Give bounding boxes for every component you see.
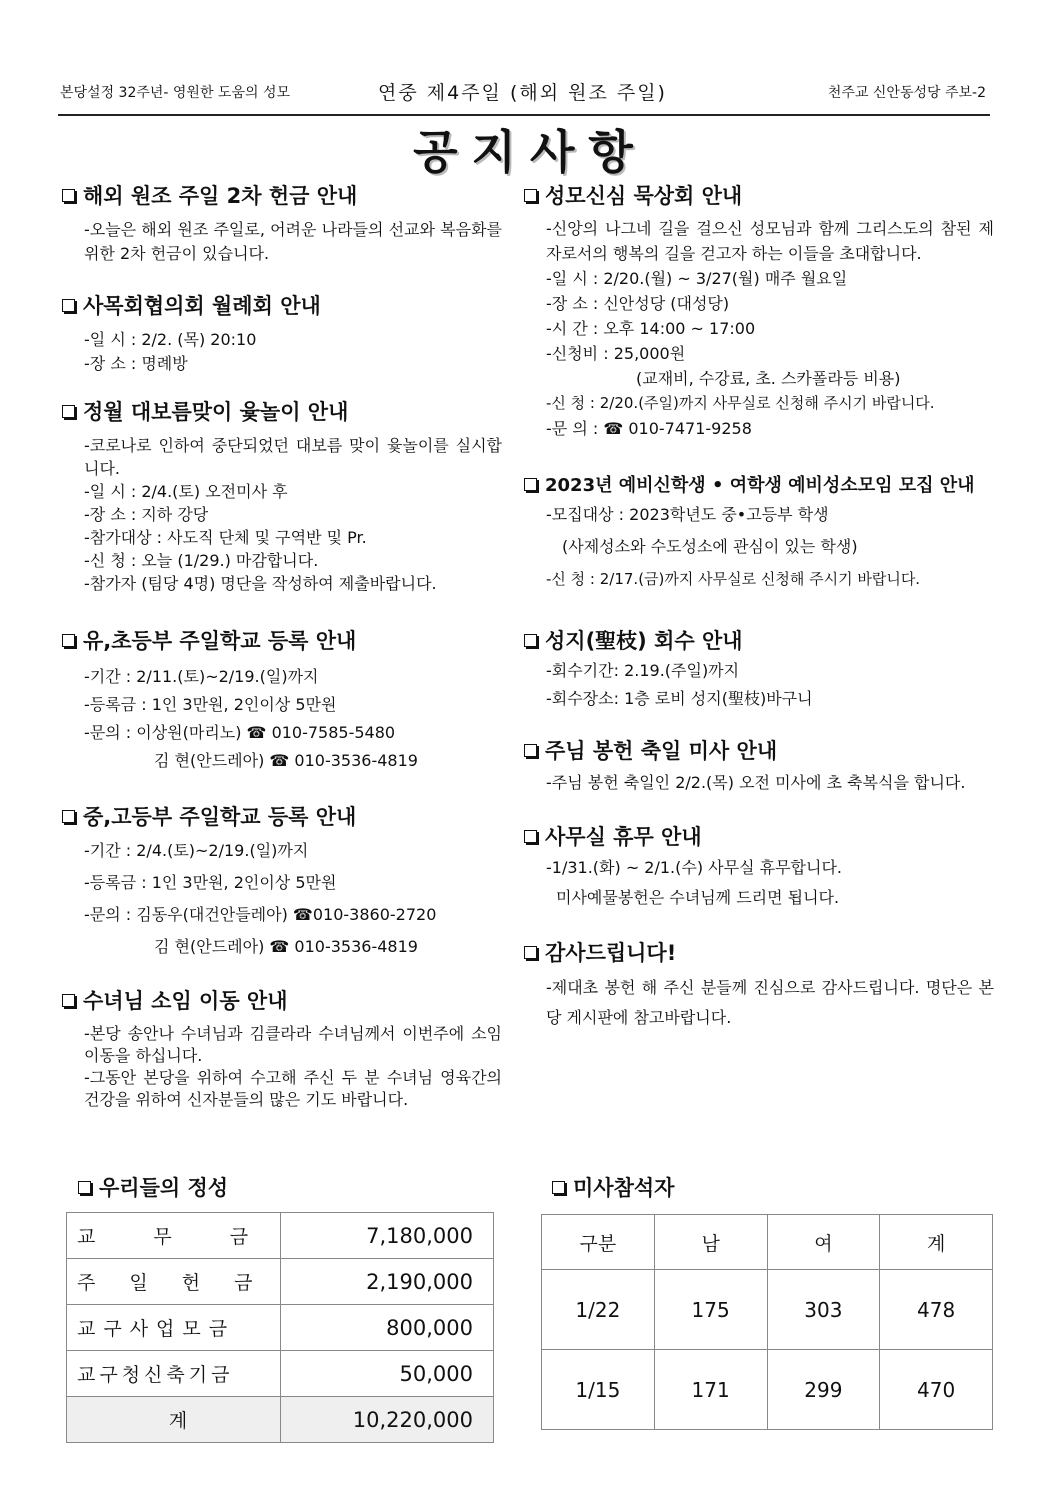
row-value: 800,000 [281, 1305, 494, 1351]
row-label: 주 일 헌 금 [67, 1259, 281, 1305]
checkbox-icon [524, 744, 537, 757]
notice-line: -모집대상 : 2023학년도 중•고등부 학생 [546, 505, 829, 524]
row-label: 교 무 금 [67, 1213, 281, 1259]
attendance-table [541, 1214, 993, 1430]
notice-line: -참가자 (팀당 4명) 명단을 작성하여 제출바랍니다. [84, 574, 437, 593]
checkbox-icon [62, 810, 75, 823]
section-title: 감사드립니다! [545, 941, 677, 965]
table-row [67, 1259, 494, 1305]
notice-presentation-mass [524, 735, 994, 797]
column-header: 여 [767, 1215, 880, 1270]
column-header: 남 [654, 1215, 767, 1270]
section-title: 유,초등부 주일학교 등록 안내 [83, 629, 357, 653]
header-center: 연중 제4주일 (해외 원조 주일) [378, 82, 667, 104]
notice-highschool-school [62, 801, 502, 963]
offering-title [78, 1172, 228, 1202]
table-cell: 478 [880, 1270, 993, 1350]
notice-line: -기간 : 2/11.(토)~2/19.(일)까지 [84, 667, 319, 686]
table-cell: 303 [767, 1270, 880, 1350]
notice-palm-collection [524, 625, 994, 713]
page-title: 공지사항 [413, 125, 647, 179]
section-title: 성모신심 묵상회 안내 [545, 184, 743, 208]
notice-line: -기간 : 2/4.(토)~2/19.(일)까지 [84, 841, 309, 860]
notice-line: -일 시 : 2/20.(월) ~ 3/27(월) 매주 월요일 [546, 269, 848, 288]
notice-line: -장 소 : 신안성당 (대성당) [546, 294, 730, 313]
checkbox-icon [524, 946, 537, 959]
notice-sisters-transfer [62, 985, 502, 1111]
notice-line: -일 시 : 2/4.(토) 오전미사 후 [84, 482, 288, 501]
row-value: 2,190,000 [281, 1259, 494, 1305]
notice-line: -주님 봉헌 축일인 2/2.(목) 오전 미사에 초 축복식을 합니다. [546, 773, 966, 792]
notice-line: 김 현(안드레아) ☎ 010-3536-4819 [154, 937, 418, 956]
notice-line: -신 청 : 오늘 (1/29.) 마감합니다. [84, 551, 319, 570]
notice-line: -문의 : 이상원(마리노) ☎ 010-7585-5480 [84, 723, 396, 742]
checkbox-icon [524, 478, 537, 491]
left-column [62, 180, 502, 1111]
notice-line: -일 시 : 2/2. (목) 20:10 [84, 330, 257, 349]
column-header: 계 [880, 1215, 993, 1270]
table-cell: 1/15 [542, 1350, 655, 1430]
column-header: 구분 [542, 1215, 655, 1270]
notice-line: -장 소 : 명례방 [84, 354, 188, 373]
section-title: 사무실 휴무 안내 [545, 825, 702, 849]
notice-line: -그동안 본당을 위하여 수고해 주신 두 분 수녀님 영육간의 건강을 위하여 신자분들의 많은 기도 바랍니다. [84, 1068, 502, 1109]
notice-line: -오늘은 해외 원조 주일로, 어려운 나라들의 선교와 복음화를 위한 2차 헌금이 있습니다. [84, 220, 502, 263]
table-cell: 299 [767, 1350, 880, 1430]
table-cell: 1/22 [542, 1270, 655, 1350]
notice-line: -등록금 : 1인 3만원, 2인이상 5만원 [84, 695, 337, 714]
checkbox-icon [62, 634, 75, 647]
notice-line: -회수기간: 2.19.(주일)까지 [546, 661, 740, 680]
checkbox-icon [62, 994, 75, 1007]
row-value: 50,000 [281, 1351, 494, 1397]
section-title: 성지(聖枝) 회수 안내 [545, 629, 743, 653]
total-value: 10,220,000 [281, 1397, 494, 1443]
notice-line: -시 간 : 오후 14:00 ~ 17:00 [546, 319, 756, 338]
section-title: 주님 봉헌 축일 미사 안내 [545, 739, 778, 763]
notice-line: -회수장소: 1층 로비 성지(聖枝)바구니 [546, 689, 813, 708]
right-column [524, 180, 994, 1033]
checkbox-icon [62, 299, 75, 312]
notice-line: -장 소 : 지하 강당 [84, 505, 209, 524]
table-row [542, 1270, 993, 1350]
offering-table [66, 1212, 494, 1443]
notice-line: -참가대상 : 사도직 단체 및 구역반 및 Pr. [84, 528, 367, 547]
notice-marian-retreat [524, 180, 994, 441]
notice-yunnori [62, 396, 502, 595]
checkbox-icon [62, 405, 75, 418]
table-row [67, 1305, 494, 1351]
notice-line: (사제성소와 수도성소에 관심이 있는 학생) [562, 537, 858, 556]
row-value: 7,180,000 [281, 1213, 494, 1259]
section-title: 정월 대보름맞이 윷놀이 안내 [83, 400, 349, 424]
header-left: 본당설정 32주년- 영원한 도움의 성모 [60, 85, 291, 101]
notice-line: -신 청 : 2/17.(금)까지 사무실로 신청해 주시기 바랍니다. [546, 570, 921, 588]
checkbox-icon [552, 1181, 565, 1194]
checkbox-icon [524, 830, 537, 843]
total-label: 계 [67, 1397, 281, 1443]
notice-thanks [524, 937, 994, 1033]
notice-line: 김 현(안드레아) ☎ 010-3536-4819 [154, 751, 418, 770]
notice-pastoral-council [62, 290, 502, 376]
row-label: 교구청신축기금 [67, 1351, 281, 1397]
section-title: 중,고등부 주일학교 등록 안내 [83, 805, 357, 829]
table-header-row [542, 1215, 993, 1270]
notice-line: 미사예물봉헌은 수녀님께 드리면 됩니다. [556, 888, 840, 907]
notice-elementary-school [62, 625, 502, 775]
notice-overseas-aid [62, 180, 502, 266]
section-title: 2023년 예비신학생 • 여학생 예비성소모임 모집 안내 [545, 475, 975, 496]
notice-line: (교재비, 수강료, 초. 스카폴라등 비용) [636, 369, 901, 388]
notice-line: -신앙의 나그네 길을 걸으신 성모님과 함께 그리스도의 참된 제자로서의 행복의 길을 걷고자 하는 이들을 초대합니다. [546, 219, 994, 263]
section-title: 해외 원조 주일 2차 헌금 안내 [83, 184, 358, 208]
checkbox-icon [78, 1181, 91, 1194]
page-header [58, 78, 990, 116]
notice-line: -신청비 : 25,000원 [546, 344, 686, 363]
notice-line: -문 의 : ☎ 010-7471-9258 [546, 419, 752, 438]
header-right: 천주교 신안동성당 주보-2 [827, 85, 986, 101]
table-cell: 175 [654, 1270, 767, 1350]
table-cell: 171 [654, 1350, 767, 1430]
notice-line: -코로나로 인하여 중단되었던 대보름 맞이 윷놀이를 실시합니다. [84, 436, 502, 478]
notice-line: -제대초 봉헌 해 주신 분들께 진심으로 감사드립니다. 명단은 본당 게시판에 참고바랍니다. [546, 978, 994, 1027]
attendance-title [552, 1172, 674, 1202]
notice-office-closed [524, 821, 994, 913]
table-row [67, 1351, 494, 1397]
checkbox-icon [62, 189, 75, 202]
offering-title-text: 우리들의 정성 [99, 1176, 229, 1200]
section-title: 수녀님 소임 이동 안내 [83, 989, 288, 1013]
table-row [67, 1213, 494, 1259]
table-row [542, 1350, 993, 1430]
table-cell: 470 [880, 1350, 993, 1430]
notice-line: -등록금 : 1인 3만원, 2인이상 5만원 [84, 873, 337, 892]
notice-line: -1/31.(화) ~ 2/1.(수) 사무실 휴무합니다. [546, 858, 842, 877]
notice-line: -신 청 : 2/20.(주일)까지 사무실로 신청해 주시기 바랍니다. [546, 394, 935, 412]
checkbox-icon [524, 189, 537, 202]
notice-line: -문의 : 김동우(대건안들레아) ☎010-3860-2720 [84, 905, 437, 924]
checkbox-icon [524, 634, 537, 647]
table-row-total [67, 1397, 494, 1443]
section-title: 사목회협의회 월례회 안내 [83, 294, 321, 318]
attendance-title-text: 미사참석자 [573, 1176, 675, 1200]
row-label: 교구사업모금 [67, 1305, 281, 1351]
notice-seminarian-recruit [524, 471, 994, 595]
notice-line: -본당 송안나 수녀님과 김클라라 수녀님께서 이번주에 소임 이동을 하십니다. [84, 1024, 502, 1065]
